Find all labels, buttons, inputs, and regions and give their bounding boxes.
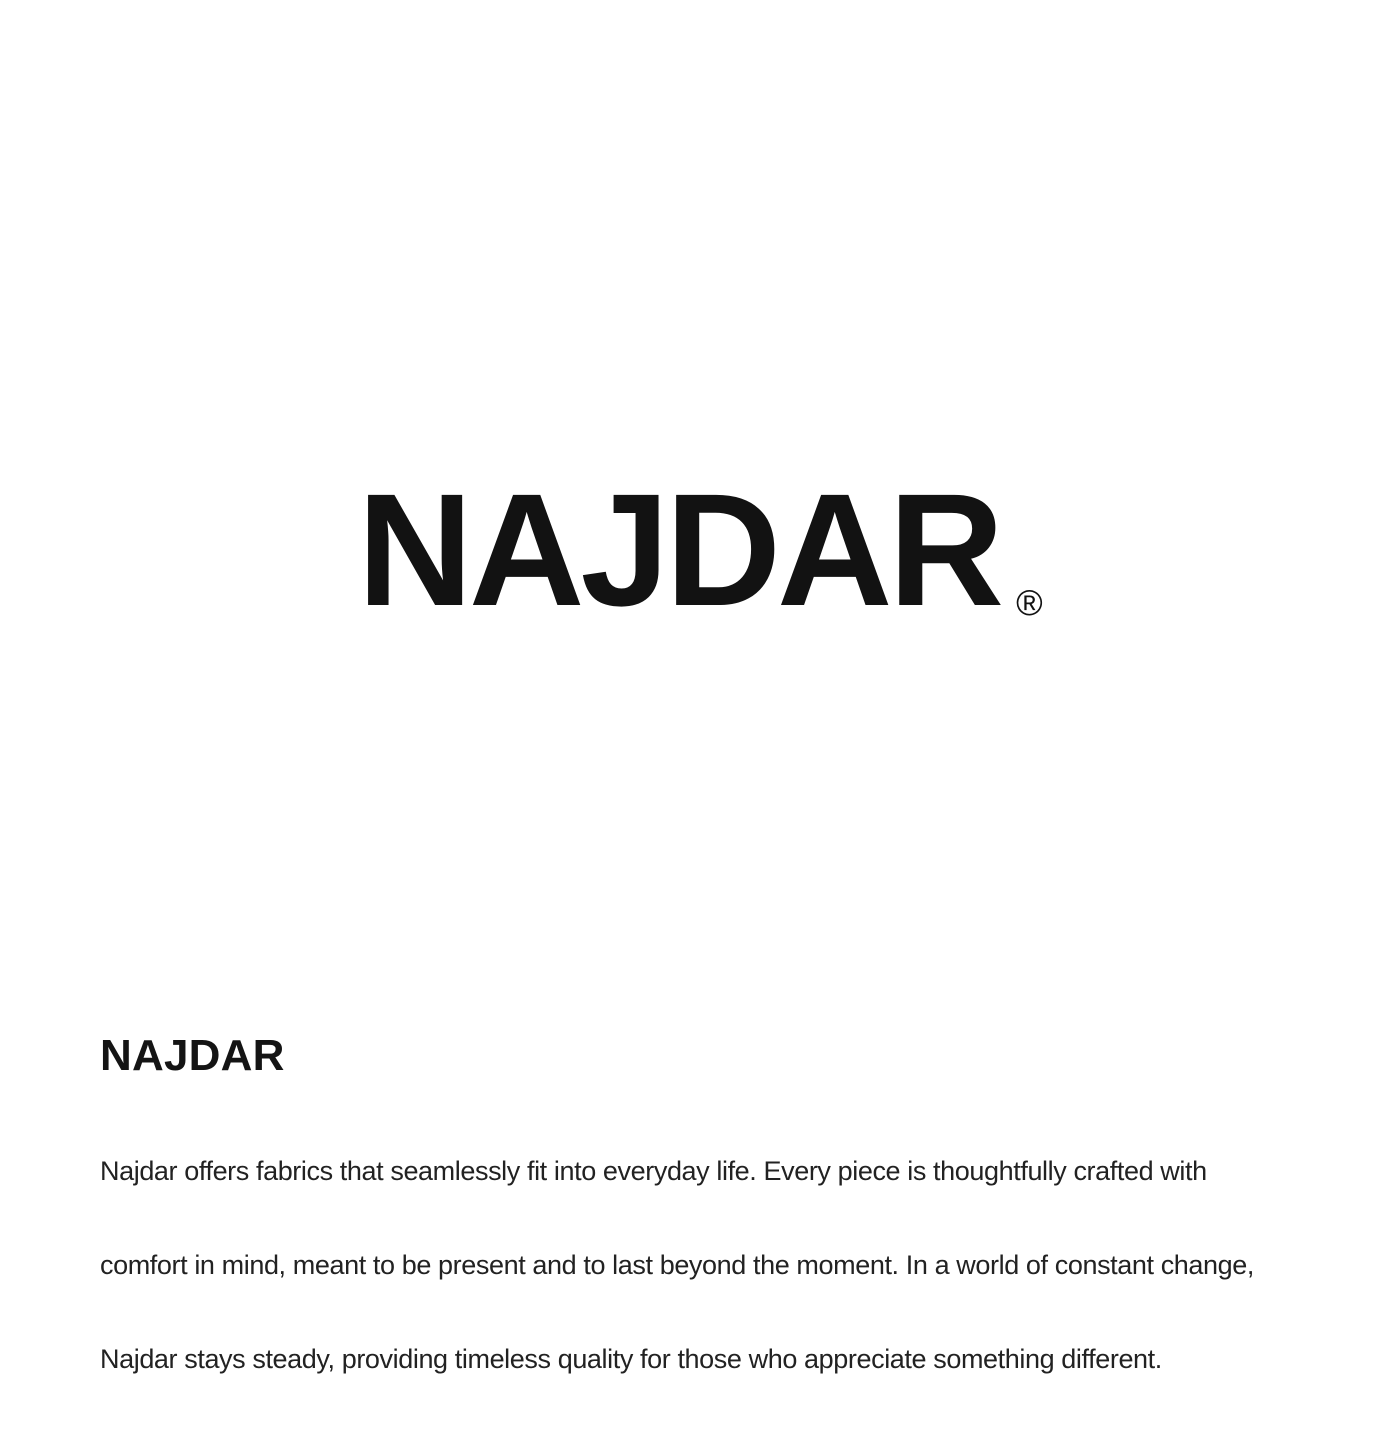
about-section [100, 1031, 1360, 1406]
about-paragraph-line-1: Najdar offers fabrics that seamlessly fit into everyday life. Every piece is thoughtfully crafted with [100, 1156, 1207, 1186]
registered-trademark-icon: ® [1016, 582, 1043, 623]
logo-wordmark: NAJDAR [357, 460, 1001, 639]
about-paragraph-line-2: comfort in mind, meant to be present and to last beyond the moment. In a world of constant change, [100, 1250, 1254, 1280]
brand-logo [0, 460, 1400, 639]
about-heading: NAJDAR [100, 1031, 285, 1080]
about-paragraph [100, 1124, 1360, 1406]
about-paragraph-line-3: Najdar stays steady, providing timeless quality for those who appreciate something different. [100, 1344, 1162, 1374]
